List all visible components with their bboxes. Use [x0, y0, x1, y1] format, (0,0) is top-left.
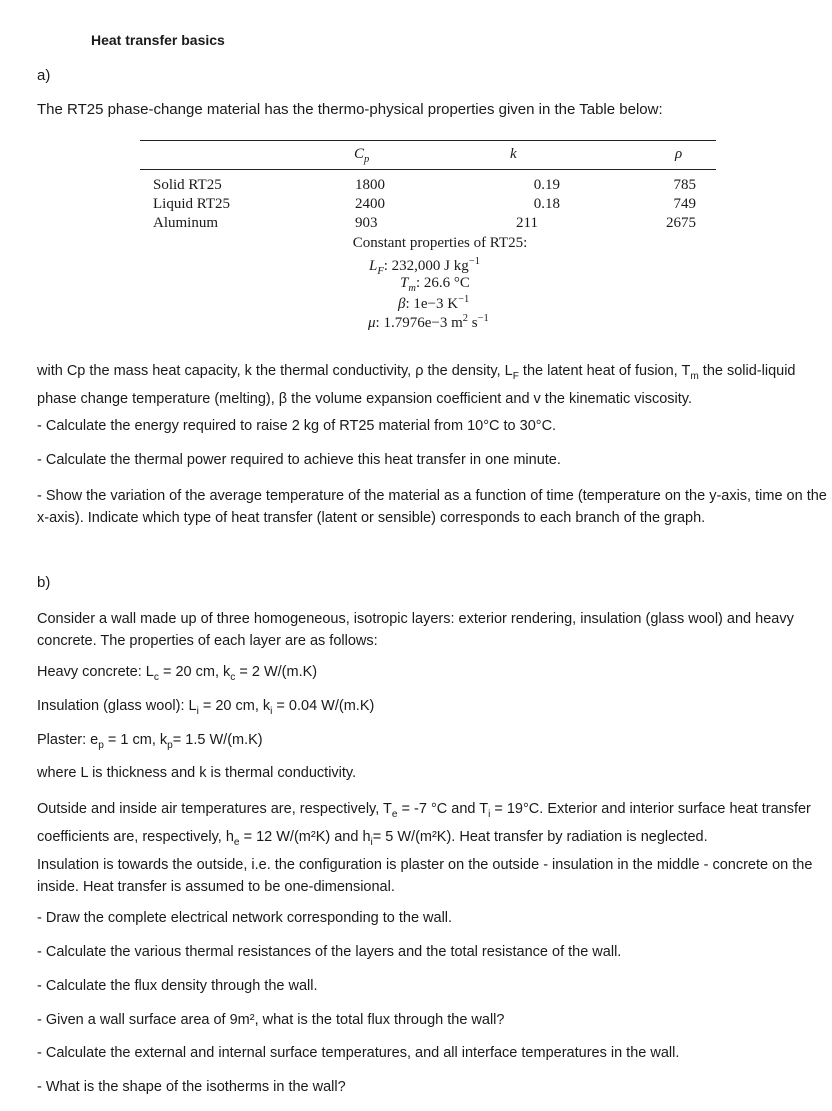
constant-latent-heat: $L_F$: 232,000 J $kg^{-1}$	[369, 256, 480, 277]
row-rho: 785	[673, 177, 696, 193]
row-name: Aluminum	[153, 215, 219, 231]
part-a-task-3: - Show the variation of the average temperature of the material as a function of time (temperature on the y-axis, time on the x-axis). Indicate which type of heat transfer (latent or sensible) corresponds to each branch of the graph.	[37, 488, 827, 526]
part-b-task-2: - Calculate the various thermal resistances of the layers and the total resistance of the wall.	[37, 944, 622, 960]
row-k: 0.19	[533, 177, 560, 193]
part-b-task-4: - Given a wall surface area of 9m², what is the total flux through the wall?	[37, 1012, 505, 1028]
part-b-task-1: - Draw the complete electrical network corresponding to the wall.	[37, 910, 453, 926]
layer-concrete: Heavy concrete: $L_c = 20$ cm, $k_c = 2$ W/(m.K)	[37, 664, 318, 683]
part-a-intro: The RT25 phase-change material has the thermo-physical properties given in the Table below:	[37, 101, 663, 118]
part-b-task-5: - Calculate the external and internal surface temperatures, and all interface temperatures in the wall.	[37, 1045, 680, 1061]
row-k: 211	[516, 215, 538, 231]
part-b-label: b)	[37, 574, 51, 591]
conditions: Outside and inside air temperatures are, respectively, $T_e = -7$ °C and $T_i = 19^\circ C$. Exterior and interior surface heat transfer coefficients are, respectively, $h_e = 12$ W/(m²K) and $h_i= 5$ W/(m²K). Heat transfer by radiation is neglected.	[37, 801, 811, 848]
row-cp: 903	[355, 215, 378, 231]
where-note: where L is thickness and k is thermal conductivity.	[37, 765, 357, 781]
row-k: 0.18	[533, 196, 560, 212]
part-a-task-1: - Calculate the energy required to raise 2 kg of RT25 material from 10°C to 30°C.	[37, 418, 557, 434]
page-title: Heat transfer basics	[91, 32, 225, 48]
part-b-intro: Consider a wall made up of three homogeneous, isotropic layers: exterior rendering, insulation (glass wool) and heavy concrete. The properties of each layer are as follows:	[37, 611, 794, 649]
row-name: Solid RT25	[153, 177, 222, 193]
header-cp: $C_p$	[354, 146, 370, 165]
row-cp: 1800	[355, 177, 385, 193]
part-a-label: a)	[37, 67, 51, 84]
row-rho: 749	[673, 196, 696, 212]
constant-viscosity: μ: 1.7976e−3 $m^2$ $s^{-1}$	[368, 313, 489, 331]
constant-melting-temp: $T_m$: 26.6 °C	[400, 275, 470, 294]
layer-plaster: Plaster: $e_p = 1$ cm, $k_p= 1.5$ W/(m.K)	[37, 732, 263, 751]
constants-title: Constant properties of RT25:	[352, 235, 528, 251]
table-top-rule	[140, 140, 716, 141]
row-name: Liquid RT25	[153, 196, 231, 212]
constant-expansion-coefficient: β: 1e−3 $K^{-1}$	[398, 294, 470, 312]
layer-insulation: Insulation (glass wool): $L_i = 20$ cm, $k_i = 0.04$ W/(m.K)	[37, 698, 375, 717]
row-cp: 2400	[355, 196, 385, 212]
part-a-description: with Cp the mass heat capacity, k the thermal conductivity, ρ the density, $L_F$ the latent heat of fusion, $T_m$ the solid-liquid phase change temperature (melting), β the volume expansion coefficient and v the kinematic viscosity.	[37, 363, 796, 407]
part-a-task-2: - Calculate the thermal power required to achieve this heat transfer in one minute.	[37, 452, 561, 468]
header-rho: ρ	[675, 146, 683, 162]
part-b-task-3: - Calculate the flux density through the wall.	[37, 978, 318, 994]
row-rho: 2675	[666, 215, 696, 231]
table-header-rule	[140, 169, 716, 170]
configuration: Insulation is towards the outside, i.e. the configuration is plaster on the outside - insulation in the middle - concrete on the inside. Heat transfer is assumed to be one-dimensional.	[37, 857, 813, 895]
part-b-task-6: - What is the shape of the isotherms in the wall?	[37, 1079, 346, 1095]
header-k: k	[510, 146, 517, 162]
